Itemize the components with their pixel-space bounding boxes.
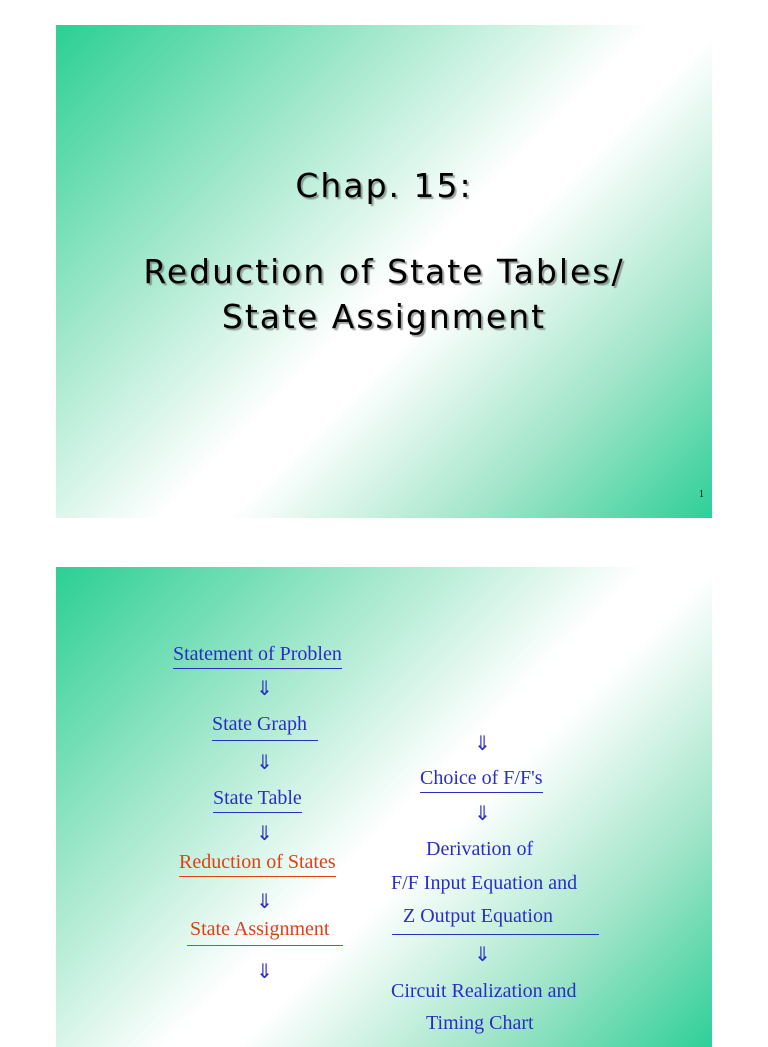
down-arrow-icon: ⇓ — [256, 959, 273, 983]
divider — [392, 934, 599, 935]
step-derivation-line1: Derivation of — [426, 838, 534, 860]
step-circuit-realization-line2: Timing Chart — [426, 1012, 534, 1034]
step-reduction-of-states: Reduction of States — [179, 851, 336, 877]
chapter-title: Chap. 15: — [295, 166, 473, 205]
step-circuit-realization-line1: Circuit Realization and — [391, 980, 577, 1002]
step-derivation-line2: F/F Input Equation and — [391, 872, 578, 894]
title-slide — [56, 25, 712, 518]
down-arrow-icon: ⇓ — [474, 942, 491, 966]
step-statement-of-problem: Statement of Problen — [173, 643, 342, 669]
step-state-table: State Table — [213, 787, 302, 813]
down-arrow-icon: ⇓ — [256, 750, 273, 774]
step-state-graph: State Graph — [212, 713, 307, 735]
slide-title-line2: State Assignment — [221, 297, 547, 336]
step-choice-of-flip-flops: Choice of F/F's — [420, 767, 543, 793]
slide-title-line1: Reduction of State Tables/ — [143, 252, 625, 291]
flow-slide — [56, 567, 712, 1047]
divider — [187, 945, 343, 946]
page-number: 1 — [699, 489, 704, 500]
step-derivation-line3: Z Output Equation — [403, 905, 553, 927]
down-arrow-icon: ⇓ — [256, 889, 273, 913]
step-state-assignment: State Assignment — [190, 918, 330, 940]
down-arrow-icon: ⇓ — [474, 731, 491, 755]
down-arrow-icon: ⇓ — [474, 801, 491, 825]
divider — [212, 740, 318, 741]
down-arrow-icon: ⇓ — [256, 821, 273, 845]
down-arrow-icon: ⇓ — [256, 676, 273, 700]
